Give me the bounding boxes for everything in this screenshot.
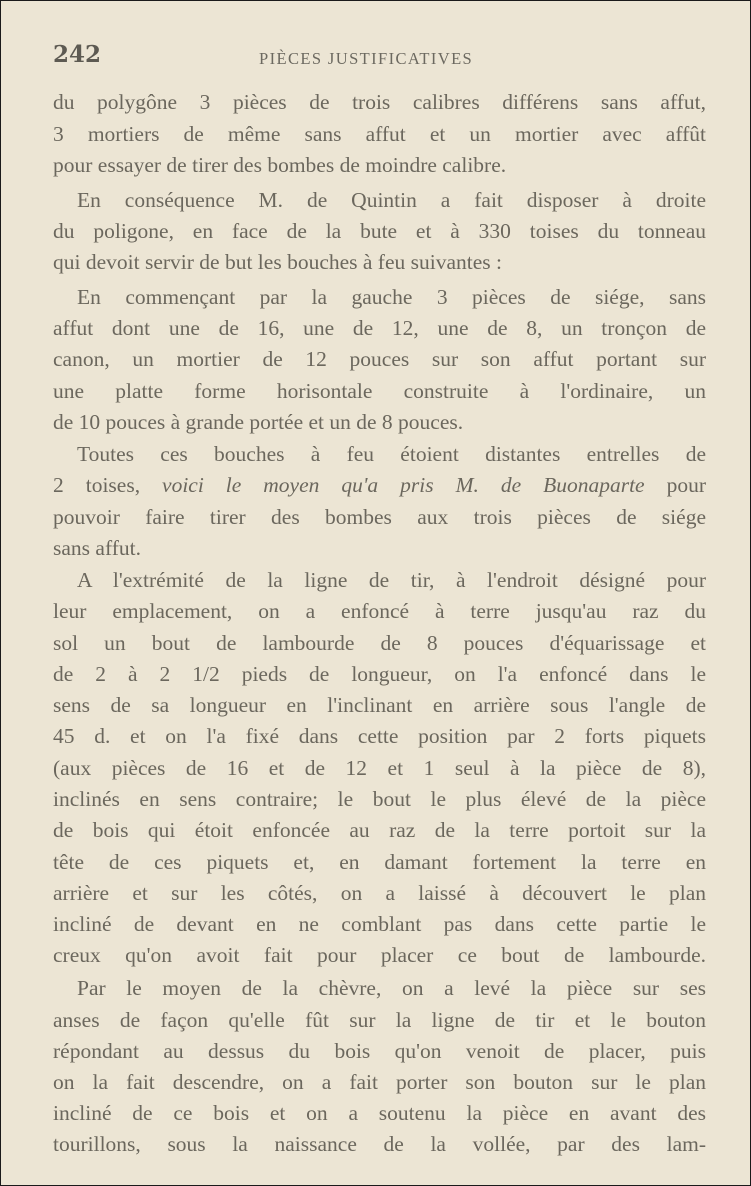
text-line: En conséquence M. de Quintin a fait disposer à droite xyxy=(77,188,706,212)
text-line: arrière et sur les côtés, on a laissé à découvert le plan xyxy=(53,881,706,905)
text-line: 45 d. et on l'a fixé dans cette position par 2 forts piquets xyxy=(53,724,706,748)
text-line: sans affut. xyxy=(53,536,141,560)
text-line: une platte forme horisontale construite à l'ordinaire, un xyxy=(53,379,706,403)
text-line: affut dont une de 16, une de 12, une de 8, un tronçon de xyxy=(53,316,706,340)
text-line: répondant au dessus du bois qu'on venoit de placer, puis xyxy=(53,1039,706,1063)
page-header xyxy=(53,41,706,77)
text-line: de bois qui étoit enfoncée au raz de la terre portoit sur la xyxy=(53,818,706,842)
text-line: tête de ces piquets et, en damant fortement la terre en xyxy=(53,850,706,874)
text-line: creux qu'on avoit fait pour placer ce bout de lambourde. xyxy=(53,943,706,967)
running-title: PIÈCES JUSTIFICATIVES xyxy=(259,49,474,68)
text-line: Toutes ces bouches à feu étoient distantes entrelles de xyxy=(77,442,706,466)
text-line: canon, un mortier de 12 pouces sur son affut portant sur xyxy=(53,347,706,371)
text-line: 3 mortiers de même sans affut et un mortier avec affût xyxy=(53,122,706,146)
text-line: incliné de ce bois et on a soutenu la pièce en avant des xyxy=(53,1101,706,1125)
text-line: du poligone, en face de la bute et à 330 toises du tonneau xyxy=(53,219,706,243)
text-line: leur emplacement, on a enfoncé à terre jusqu'au raz du xyxy=(53,599,706,623)
scanned-page xyxy=(1,1,750,1185)
text-segment: 2 toises, xyxy=(53,473,163,497)
italic-emphasis: voici le moyen qu'a pris M. de Buonaparte xyxy=(162,473,645,497)
text-line: Par le moyen de la chèvre, on a levé la pièce sur ses xyxy=(77,976,706,1000)
page-number: 242 xyxy=(53,41,102,68)
text-line: sol un bout de lambourde de 8 pouces d'équarissage et xyxy=(53,631,706,655)
text-line xyxy=(53,469,706,501)
text-line: sens de sa longueur en l'inclinant en arrière sous l'angle de xyxy=(53,693,706,717)
text-line: de 2 à 2 1/2 pieds de longueur, on l'a enfoncé dans le xyxy=(53,662,706,686)
text-line: En commençant par la gauche 3 pièces de siége, sans xyxy=(77,285,706,309)
text-line: tourillons, sous la naissance de la vollée, par des lam- xyxy=(53,1132,706,1156)
text-line: qui devoit servir de but les bouches à feu suivantes : xyxy=(53,250,503,274)
text-line: incliné de devant en ne comblant pas dans cette partie le xyxy=(53,912,706,936)
text-line: A l'extrémité de la ligne de tir, à l'endroit désigné pour xyxy=(77,568,706,592)
text-line: pour essayer de tirer des bombes de moindre calibre. xyxy=(53,153,507,177)
text-line: inclinés en sens contraire; le bout le plus élevé de la pièce xyxy=(53,787,706,811)
text-line: pouvoir faire tirer des bombes aux trois pièces de siége xyxy=(53,505,706,529)
text-line: du polygône 3 pièces de trois calibres différens sans affut, xyxy=(53,90,706,114)
text-line: (aux pièces de 16 et de 12 et 1 seul à la pièce de 8), xyxy=(53,756,706,780)
text-line: on la fait descendre, on a fait porter son bouton sur le plan xyxy=(53,1070,706,1094)
text-line: de 10 pouces à grande portée et un de 8 pouces. xyxy=(53,410,464,434)
text-line: anses de façon qu'elle fût sur la ligne de tir et le bouton xyxy=(53,1008,706,1032)
text-segment: pour xyxy=(644,473,706,497)
